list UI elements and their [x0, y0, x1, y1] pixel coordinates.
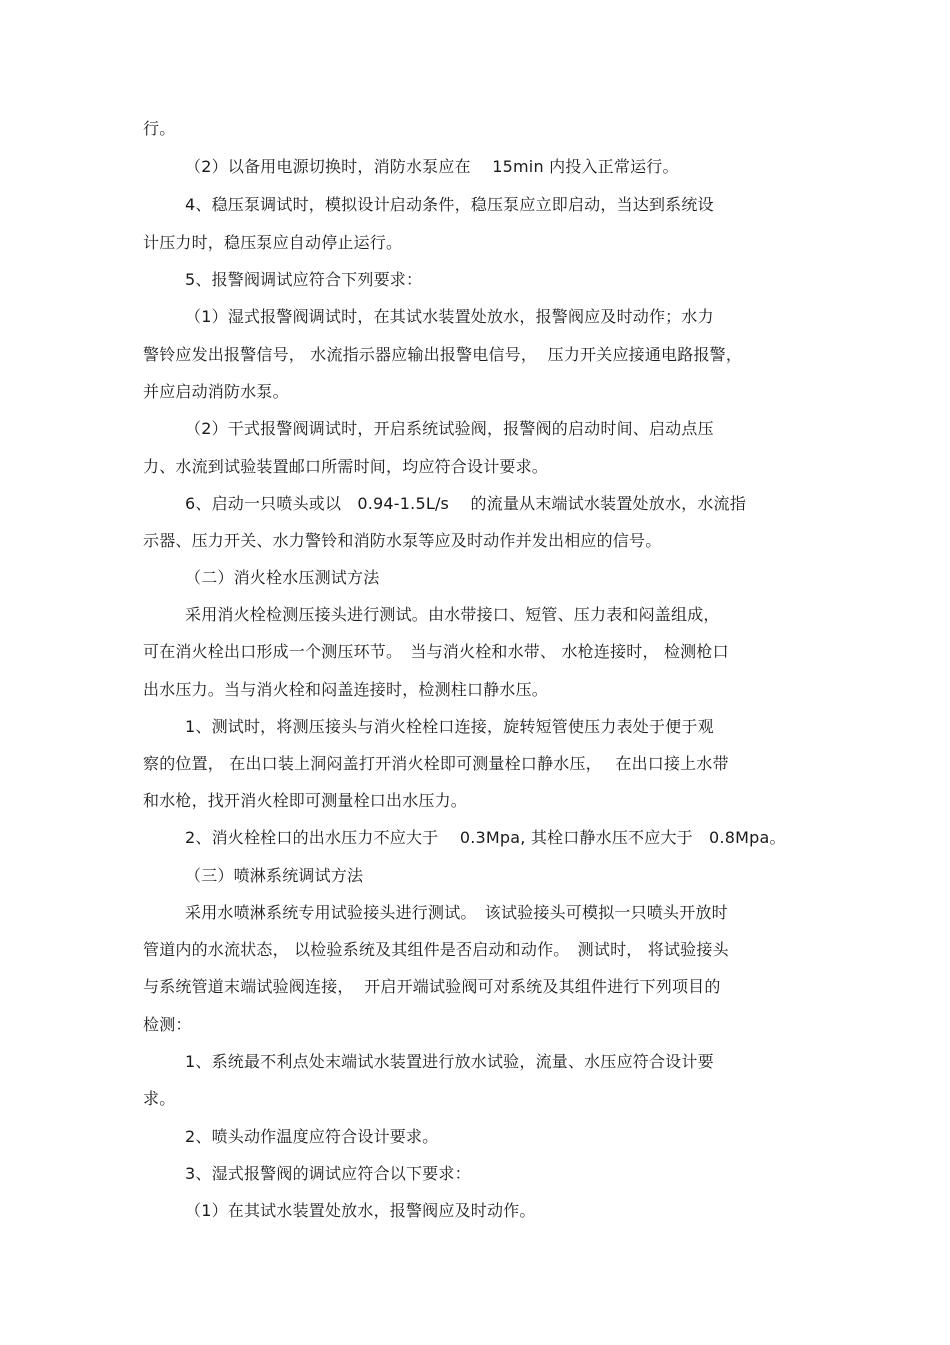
text-line: 力、水流到试验装置邮口所需时间，均应符合设计要求。 [143, 457, 549, 476]
text-line: 4、稳压泵调试时，模拟设计启动条件，稳压泵应立即启动，当达到系统设 [185, 195, 714, 214]
text-line: 管道内的水流状态， 以检验系统及其组件是否启动和动作。 测试时， 将试验接头 [143, 940, 729, 959]
text-line: 3、湿式报警阀的调试应符合以下要求： [185, 1164, 471, 1183]
text-line: 并应启动消防水泵。 [143, 382, 289, 401]
text-line: 5、报警阀调试应符合下列要求： [185, 270, 423, 289]
text-line: （2）以备用电源切换时，消防水泵应在 15min 内投入正常运行。 [185, 157, 679, 176]
text-line: 求。 [143, 1089, 176, 1108]
text-line: 与系统管道末端试验阀连接， 开启开端试验阀可对系统及其组件进行下列项目的 [143, 977, 721, 996]
text-line: 行。 [143, 119, 176, 138]
text-line: 和水枪，找开消火栓即可测量栓口出水压力。 [143, 791, 468, 810]
text-line: 2、消火栓栓口的出水压力不应大于 0.3Mpa, 其栓口静水压不应大于 0.8Mpa。 [185, 828, 786, 847]
text-line: 示器、压力开关、水力警铃和消防水泵等应及时动作并发出相应的信号。 [143, 531, 662, 550]
text-line: 1、测试时，将测压接头与消火栓栓口连接，旋转短管使压力表处于便于观 [185, 717, 714, 736]
text-line: 警铃应发出报警信号， 水流指示器应输出报警电信号， 压力开关应接通电路报警， [143, 345, 743, 364]
text-line: 2、喷头动作温度应符合设计要求。 [185, 1127, 439, 1146]
text-line: （1）在其试水装置处放水，报警阀应及时动作。 [185, 1201, 536, 1220]
text-line: 采用消火栓检测压接头进行测试。由水带接口、短管、压力表和闷盖组成， [185, 605, 720, 624]
text-line: 可在消火栓出口形成一个测压环节。 当与消火栓和水带、 水枪连接时， 检测枪口 [143, 642, 729, 661]
text-line: （1）湿式报警阀调试时，在其试水装置处放水，报警阀应及时动作；水力 [185, 307, 714, 326]
section-heading: （三）喷淋系统调试方法 [185, 866, 364, 885]
text-line: 计压力时，稳压泵应自动停止运行。 [143, 233, 403, 252]
section-heading: （二）消火栓水压测试方法 [185, 568, 380, 587]
text-line: （2）干式报警阀调试时，开启系统试验阀，报警阀的启动时间、启动点压 [185, 419, 714, 438]
text-line: 检测： [143, 1015, 192, 1034]
text-line: 察的位置， 在出口装上洞闷盖打开消火栓即可测量栓口静水压， 在出口接上水带 [143, 754, 729, 773]
text-line: 采用水喷淋系统专用试验接头进行测试。 该试验接头可模拟一只喷头开放时 [185, 903, 728, 922]
text-line: 6、启动一只喷头或以 0.94-1.5L/s 的流量从末端试水装置处放水，水流指 [185, 494, 746, 513]
text-line: 出水压力。当与消火栓和闷盖连接时，检测柱口静水压。 [143, 680, 549, 699]
text-line: 1、系统最不利点处末端试水装置进行放水试验，流量、水压应符合设计要 [185, 1052, 714, 1071]
